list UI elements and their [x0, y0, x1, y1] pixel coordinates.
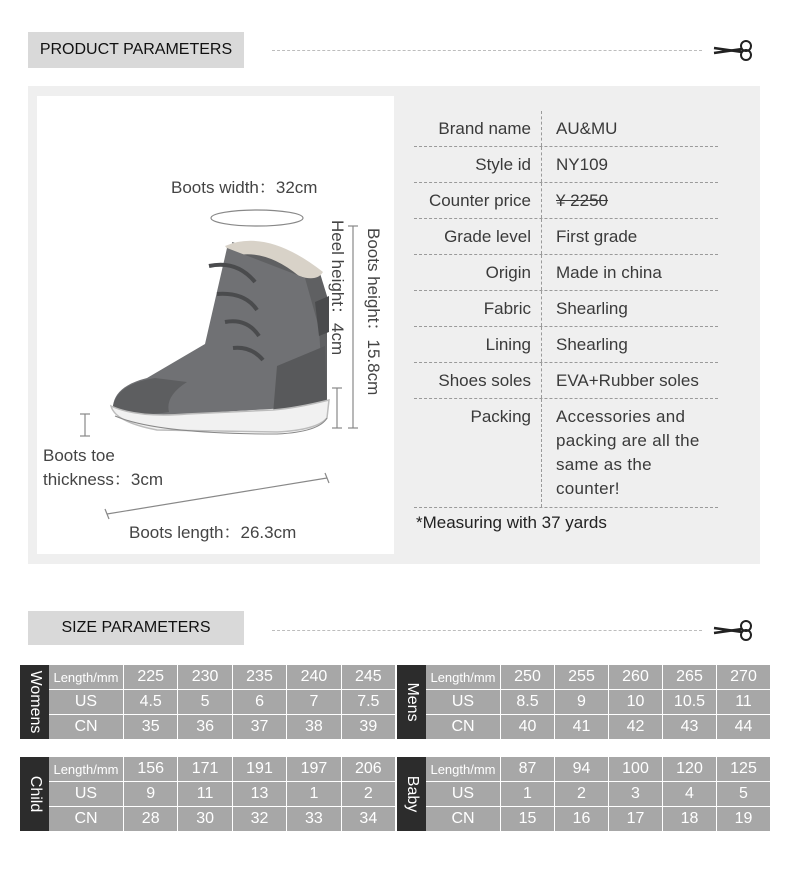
- heel-height-label: Heel height：4cm: [328, 220, 347, 356]
- size-parameters-title: SIZE PARAMETERS: [61, 619, 211, 636]
- size-cell: 206: [341, 757, 395, 781]
- size-cell: 39: [341, 715, 395, 739]
- param-key: Lining: [414, 327, 542, 362]
- size-cell: 17: [608, 807, 662, 831]
- size-cell: 2: [554, 782, 608, 806]
- size-cell: 265: [662, 665, 716, 689]
- size-cell: 35: [123, 715, 177, 739]
- grid-row: [49, 757, 395, 781]
- size-cell: 5: [177, 690, 231, 714]
- param-key: Grade level: [414, 219, 542, 254]
- size-cell: 28: [123, 807, 177, 831]
- size-cell: 32: [232, 807, 286, 831]
- size-cell: 10: [608, 690, 662, 714]
- size-cell: 33: [286, 807, 340, 831]
- product-parameters-tab: [28, 32, 244, 68]
- grid-row: [426, 714, 770, 739]
- size-cell: 156: [123, 757, 177, 781]
- size-cell: 260: [608, 665, 662, 689]
- size-cell: 235: [232, 665, 286, 689]
- param-row: [414, 363, 718, 399]
- size-cell: 6: [232, 690, 286, 714]
- grid-row: [49, 689, 395, 714]
- size-cell: 94: [554, 757, 608, 781]
- size-cell: 100: [608, 757, 662, 781]
- size-cell: 270: [716, 665, 770, 689]
- size-cell: 8.5: [500, 690, 554, 714]
- grid-side-label: Womens: [20, 665, 49, 739]
- row-label: US: [451, 785, 475, 802]
- row-label: US: [451, 693, 475, 710]
- param-key: Style id: [414, 147, 542, 182]
- scissors-icon: [712, 38, 758, 62]
- size-grid-mens: [397, 665, 770, 739]
- param-value: Shearling: [556, 299, 628, 318]
- param-row: [414, 255, 718, 291]
- size-cell: 18: [662, 807, 716, 831]
- param-row: [414, 291, 718, 327]
- row-label: CN: [451, 810, 475, 827]
- size-grid-child: [20, 757, 395, 831]
- size-cell: 16: [554, 807, 608, 831]
- grid-row: [426, 781, 770, 806]
- grid-row: [426, 689, 770, 714]
- size-cell: 11: [177, 782, 231, 806]
- boots-width-label: Boots width：32cm: [171, 178, 318, 197]
- param-row: [414, 111, 718, 147]
- size-cell: 15: [500, 807, 554, 831]
- param-row: [414, 183, 718, 219]
- param-key: Brand name: [414, 111, 542, 146]
- param-row: [414, 147, 718, 183]
- row-label: US: [74, 785, 98, 802]
- grid-cells: [49, 757, 395, 831]
- row-label: CN: [74, 718, 98, 735]
- size-cell: 197: [286, 757, 340, 781]
- size-cell: 4: [662, 782, 716, 806]
- size-cell: 1: [286, 782, 340, 806]
- size-parameters-tab: [28, 611, 244, 645]
- param-key: Shoes soles: [414, 363, 542, 398]
- size-cell: 120: [662, 757, 716, 781]
- boots-height-label: Boots height：15.8cm: [364, 228, 383, 396]
- size-cell: 240: [286, 665, 340, 689]
- size-cell: 225: [123, 665, 177, 689]
- size-cell: 191: [232, 757, 286, 781]
- grid-row: [426, 806, 770, 831]
- row-label: Length/mm: [430, 669, 496, 685]
- size-header-divider: [272, 630, 702, 631]
- grid-row: [49, 806, 395, 831]
- header-divider: [272, 50, 702, 51]
- size-cell: 40: [500, 715, 554, 739]
- size-cell: 7.5: [341, 690, 395, 714]
- size-cell: 9: [554, 690, 608, 714]
- param-value: [542, 183, 718, 218]
- row-label: CN: [451, 718, 475, 735]
- boots-length-label: Boots length：26.3cm: [129, 523, 297, 542]
- grid-cells: [49, 665, 395, 739]
- toe-thickness-label-line1: Boots toe: [43, 446, 115, 465]
- param-value: EVA+Rubber soles: [556, 371, 699, 390]
- size-cell: 250: [500, 665, 554, 689]
- size-cell: 7: [286, 690, 340, 714]
- param-key: Packing: [414, 399, 542, 507]
- row-label: Length/mm: [53, 669, 119, 685]
- size-cell: 37: [232, 715, 286, 739]
- size-cell: 1: [500, 782, 554, 806]
- size-cell: 36: [177, 715, 231, 739]
- size-cell: 38: [286, 715, 340, 739]
- product-parameters-title: PRODUCT PARAMETERS: [39, 41, 233, 58]
- grid-row: [49, 714, 395, 739]
- product-params-table: [414, 111, 718, 508]
- param-value: Shearling: [556, 335, 628, 354]
- param-value: First grade: [556, 227, 638, 246]
- scissors-icon: [712, 618, 758, 642]
- size-cell: 245: [341, 665, 395, 689]
- size-cell: 5: [716, 782, 770, 806]
- size-cell: 43: [662, 715, 716, 739]
- measuring-note: *Measuring with 37 yards: [416, 513, 607, 532]
- param-key: Origin: [414, 255, 542, 290]
- row-label: Length/mm: [430, 761, 496, 777]
- grid-row: [426, 757, 770, 781]
- size-cell: 41: [554, 715, 608, 739]
- grid-side-label: Mens: [397, 665, 426, 739]
- size-cell: 13: [232, 782, 286, 806]
- size-cell: 4.5: [123, 690, 177, 714]
- size-cell: 19: [716, 807, 770, 831]
- grid-side-label: Child: [20, 757, 49, 831]
- counter-price-value: ¥ 2250: [556, 191, 608, 210]
- size-cell: 3: [608, 782, 662, 806]
- grid-cells: [426, 757, 770, 831]
- toe-thickness-label-line2: thickness：3cm: [43, 470, 163, 489]
- grid-row: [49, 665, 395, 689]
- size-cell: 11: [716, 690, 770, 714]
- row-label: Length/mm: [53, 761, 119, 777]
- grid-side-label: Baby: [397, 757, 426, 831]
- size-cell: 2: [341, 782, 395, 806]
- param-value: AU&MU: [556, 119, 618, 138]
- size-cell: 34: [341, 807, 395, 831]
- param-value: NY109: [556, 155, 608, 174]
- size-cell: 255: [554, 665, 608, 689]
- size-cell: 9: [123, 782, 177, 806]
- size-cell: 42: [608, 715, 662, 739]
- param-row: [414, 327, 718, 363]
- param-row: [414, 399, 718, 508]
- row-label: US: [74, 693, 98, 710]
- param-row: [414, 219, 718, 255]
- size-cell: 125: [716, 757, 770, 781]
- param-value: Accessories and packing are all the same as the counter!: [556, 407, 700, 498]
- size-cell: 87: [500, 757, 554, 781]
- param-key: Counter price: [414, 183, 542, 218]
- grid-row: [49, 781, 395, 806]
- grid-row: [426, 665, 770, 689]
- size-cell: 171: [177, 757, 231, 781]
- grid-cells: [426, 665, 770, 739]
- size-cell: 230: [177, 665, 231, 689]
- param-value: Made in china: [556, 263, 662, 282]
- size-cell: 44: [716, 715, 770, 739]
- row-label: CN: [74, 810, 98, 827]
- size-grid-baby: [397, 757, 770, 831]
- size-cell: 10.5: [662, 690, 716, 714]
- param-key: Fabric: [414, 291, 542, 326]
- size-grid-womens: [20, 665, 395, 739]
- size-cell: 30: [177, 807, 231, 831]
